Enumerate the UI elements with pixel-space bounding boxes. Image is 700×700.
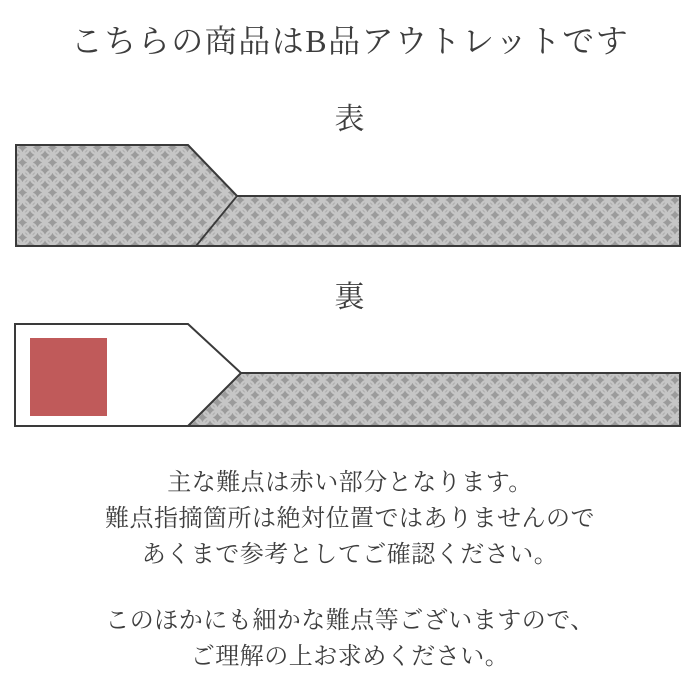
obi-back-band-shape [188,373,680,426]
obi-back-diagram [0,320,700,432]
obi-front-diagram [0,140,700,252]
secondary-note-line: ご理解の上お求めください。 [190,644,510,670]
back-side-label: 裏 [334,281,366,314]
secondary-note [0,603,700,675]
secondary-note-line: このほかにも細かな難点等ございますので、 [105,608,595,634]
front-side-label: 表 [334,103,366,136]
primary-note-line: 難点指摘箇所は絶対位置ではありませんので [105,506,595,532]
primary-note-line: あくまで参考としてご確認ください。 [141,542,559,568]
obi-front-shape [16,145,680,246]
primary-note [0,465,700,573]
primary-note-line: 主な難点は赤い部分となります。 [167,470,533,496]
defect-marker-icon [30,338,107,416]
page-title: こちらの商品はB品アウトレットです [70,23,630,59]
